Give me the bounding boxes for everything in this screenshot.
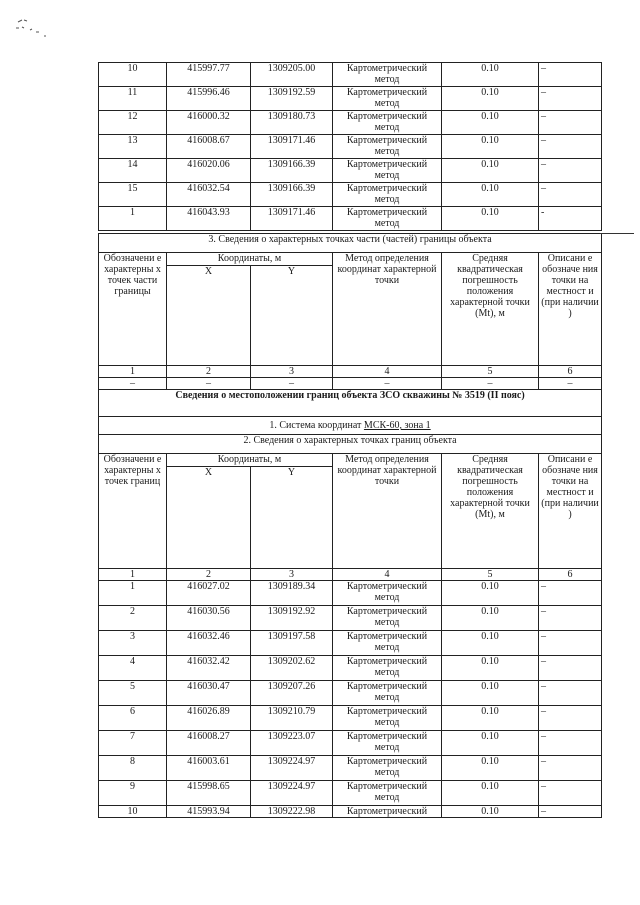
table-a-method: Картометрический метод [333,159,442,183]
table-a-description: – [539,183,602,207]
table-a-method: Картометрический метод [333,207,442,231]
table-b-point-number: 2 [99,606,167,631]
table-b-accuracy: 0.10 [442,656,539,681]
table-b-method: Картометрический метод [333,706,442,731]
section3-x-header: X [167,266,251,366]
table-a-point-number: 1 [99,207,167,231]
section2-title: 2. Сведения о характерных точках границ объекта [99,435,602,454]
table-b-y-coordinate: 1309189.34 [251,581,333,606]
table-a-accuracy: 0.10 [442,111,539,135]
table-b-row [99,756,602,781]
table-a-x-coordinate: 416020.06 [167,159,251,183]
table-b-method: Картометрический метод [333,656,442,681]
section3-num-6: 6 [539,366,602,378]
table-b-description: – [539,681,602,706]
table-a-point-number: 15 [99,183,167,207]
table-b-x-coordinate: 416003.61 [167,756,251,781]
table-a-accuracy: 0.10 [442,207,539,231]
section2-method-header: Метод определения координат характерной точки [333,454,442,569]
table-b-description: – [539,806,602,818]
table-a-row [99,159,602,183]
section2-description-header: Описани е обозначе ния точки на местност и (при наличии ) [539,454,602,569]
table-a-x-coordinate: 416032.54 [167,183,251,207]
section2-x-header: X [167,467,251,569]
table-a-method: Картометрический метод [333,183,442,207]
table-b-x-coordinate: 416026.89 [167,706,251,731]
section2-num-1: 1 [99,569,167,581]
table-a-description: – [539,87,602,111]
section3-method-header: Метод определения координат характерной точки [333,253,442,366]
table-b-point-number: 1 [99,581,167,606]
section3-num-1: 1 [99,366,167,378]
table-b-method: Картометрический метод [333,781,442,806]
table-b-accuracy: 0.10 [442,756,539,781]
table-b-accuracy: 0.10 [442,581,539,606]
table-b-description: – [539,781,602,806]
table-b-y-coordinate: 1309210.79 [251,706,333,731]
section3-title: 3. Сведения о характерных точках части (частей) границы объекта [99,234,602,253]
coord-system-line [99,417,602,435]
section2-y-header: Y [251,467,333,569]
table-b-method: Картометрический [333,806,442,818]
section3-y-header: Y [251,266,333,366]
table-b-accuracy: 0.10 [442,781,539,806]
section3-empty-2: – [167,378,251,390]
table-a-method: Картометрический метод [333,63,442,87]
table-b-row [99,631,602,656]
table-a-accuracy: 0.10 [442,183,539,207]
table-b-row [99,781,602,806]
section2-designation-header: Обозначени е характерны х точек границ [99,454,167,569]
table-b-accuracy: 0.10 [442,606,539,631]
table-b-y-coordinate: 1309197.58 [251,631,333,656]
table-b-accuracy: 0.10 [442,631,539,656]
coord-system-value: МСК-60, зона 1 [363,420,431,431]
section2-num-2: 2 [167,569,251,581]
section3-coords-header: Координаты, м [167,253,333,266]
table-a-accuracy: 0.10 [442,159,539,183]
table-b-accuracy: 0.10 [442,681,539,706]
table-b-y-coordinate: 1309192.92 [251,606,333,631]
table-b-x-coordinate: 416008.27 [167,731,251,756]
section2-accuracy-header: Средняя квадратическая погрешность положения характерной точки (Mt), м [442,454,539,569]
table-a-row [99,183,602,207]
table-a-row [99,135,602,159]
table-b-point-number: 7 [99,731,167,756]
table-b-method: Картометрический метод [333,681,442,706]
table-b-row [99,656,602,681]
section3-accuracy-header: Средняя квадратическая погрешность положения характерной точки (Mt), м [442,253,539,366]
section2-coords-header: Координаты, м [167,454,333,467]
table-b-point-number: 3 [99,631,167,656]
table-b-description: – [539,731,602,756]
table-b-row [99,581,602,606]
table-a-y-coordinate: 1309171.46 [251,135,333,159]
table-b-point-number: 4 [99,656,167,681]
table-a-point-number: 12 [99,111,167,135]
table-b-description: – [539,581,602,606]
section2-num-4: 4 [333,569,442,581]
table-b-row [99,681,602,706]
table-b-method: Картометрический метод [333,756,442,781]
table-a-y-coordinate: 1309205.00 [251,63,333,87]
table-b-x-coordinate: 416030.56 [167,606,251,631]
table-a-description: – [539,111,602,135]
table-b-y-coordinate: 1309224.97 [251,756,333,781]
table-b-x-coordinate: 416032.46 [167,631,251,656]
table-a-y-coordinate: 1309192.59 [251,87,333,111]
section3-empty-5: – [442,378,539,390]
table-a-row [99,63,602,87]
table-b-description: – [539,756,602,781]
coord-system-prefix: 1. Система координат [269,420,364,431]
zone-title: Сведения о местоположении границ объекта ЗСО скважины № 3519 (II пояс) [99,390,602,417]
table-b-x-coordinate: 416032.42 [167,656,251,681]
table-a-point-number: 11 [99,87,167,111]
table-b-point-number: 9 [99,781,167,806]
table-a-description: – [539,135,602,159]
section3-empty-4: – [333,378,442,390]
section3-description-header: Описани е обозначе ния точки на местност и (при наличии ) [539,253,602,366]
boundary-sections-table [98,233,602,818]
section2-num-5: 5 [442,569,539,581]
table-b-y-coordinate: 1309222.98 [251,806,333,818]
table-b-description: – [539,606,602,631]
table-b-method: Картометрический метод [333,631,442,656]
table-a-x-coordinate: 415997.77 [167,63,251,87]
table-b-x-coordinate: 416027.02 [167,581,251,606]
table-a-accuracy: 0.10 [442,87,539,111]
table-a-row [99,207,602,231]
table-b-method: Картометрический метод [333,606,442,631]
table-b-method: Картометрический метод [333,581,442,606]
table-a-x-coordinate: 416008.67 [167,135,251,159]
table-a-point-number: 14 [99,159,167,183]
table-a-accuracy: 0.10 [442,63,539,87]
table-b-accuracy: 0.10 [442,731,539,756]
table-a-x-coordinate: 416043.93 [167,207,251,231]
table-b-method: Картометрический метод [333,731,442,756]
table-a-point-number: 10 [99,63,167,87]
coordinates-table-continued [98,62,602,231]
table-b-point-number: 8 [99,756,167,781]
table-b-y-coordinate: 1309207.26 [251,681,333,706]
table-b-x-coordinate: 416030.47 [167,681,251,706]
table-a-accuracy: 0.10 [442,135,539,159]
table-a-method: Картометрический метод [333,111,442,135]
table-b-row [99,806,602,818]
table-a-y-coordinate: 1309166.39 [251,183,333,207]
table-b-x-coordinate: 415998.65 [167,781,251,806]
section2-num-6: 6 [539,569,602,581]
table-b-row [99,706,602,731]
table-b-description: – [539,656,602,681]
table-b-point-number: 5 [99,681,167,706]
table-a-method: Картометрический метод [333,135,442,159]
section3-empty-1: – [99,378,167,390]
table-a-row [99,87,602,111]
table-b-y-coordinate: 1309223.07 [251,731,333,756]
section3-designation-header: Обозначени е характерны х точек части границы [99,253,167,366]
table-b-y-coordinate: 1309202.62 [251,656,333,681]
table-b-row [99,731,602,756]
section3-empty-3: – [251,378,333,390]
table-a-method: Картометрический метод [333,87,442,111]
table-b-y-coordinate: 1309224.97 [251,781,333,806]
section3-num-2: 2 [167,366,251,378]
table-a-description: – [539,63,602,87]
table-b-description: – [539,706,602,731]
table-a-y-coordinate: 1309171.46 [251,207,333,231]
scan-noise [8,14,68,54]
table-b-x-coordinate: 415993.94 [167,806,251,818]
table-a-row [99,111,602,135]
table-a-description: – [539,159,602,183]
table-a-x-coordinate: 416000.32 [167,111,251,135]
section2-num-3: 3 [251,569,333,581]
table-b-row [99,606,602,631]
table-b-point-number: 10 [99,806,167,818]
table-a-description: - [539,207,602,231]
table-a-y-coordinate: 1309180.73 [251,111,333,135]
table-b-point-number: 6 [99,706,167,731]
table-a-point-number: 13 [99,135,167,159]
section3-num-5: 5 [442,366,539,378]
table-a-y-coordinate: 1309166.39 [251,159,333,183]
rule-extension [600,233,634,234]
section3-empty-6: – [539,378,602,390]
table-b-accuracy: 0.10 [442,806,539,818]
section3-num-3: 3 [251,366,333,378]
section3-num-4: 4 [333,366,442,378]
table-b-description: – [539,631,602,656]
table-b-accuracy: 0.10 [442,706,539,731]
table-a-x-coordinate: 415996.46 [167,87,251,111]
